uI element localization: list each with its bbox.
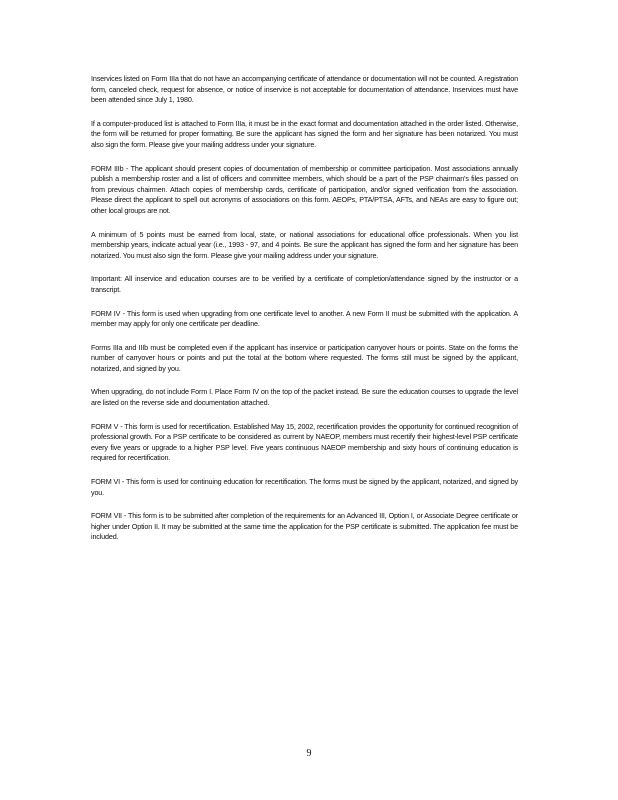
paragraph-form-vii: FORM VII - This form is to be submitted after completion of the requirements for an Advanced III, Option I, or Associate Degree certificate or higher under Option II. It may be submitted at the same time the application for the PSP certificate is submitted. The application fee must be included. <box>91 511 518 542</box>
paragraph-important: Important: All inservice and education courses are to be verified by a certificate of completion/attendance signed by the instructor or a transcript. <box>91 274 518 294</box>
paragraph-form-iv: FORM IV - This form is used when upgrading from one certificate level to another. A new Form II must be submitted with the application. A member may apply for only one certificate per deadline. <box>91 308 518 329</box>
paragraph-form-iiib: FORM IIIb - The applicant should present copies of documentation of membership or committee participation. Most associations annually publish a membership roster and a list of officers and committee members, which should be a part of the PSP chairman's files passed on from previous chairmen. Attach copies of membership cards, certificate of participation, and/or signed verification from the association. Please direct the applicant to spell out acronyms of associations on this form. AEOPs, PTA/PTSA, AFTs, and NEAs are easy to figure out; other local groups are not. <box>91 163 518 215</box>
paragraph-form-vi: FORM VI - This form is used for continuing education for recertification. The forms must be signed by the applicant, notarized, and signed by you. <box>91 477 518 497</box>
paragraph-form-v: FORM V - This form is used for recertification. Established May 15, 2002, recertification provides the opportunity for continued recognition of professional growth. For a PSP certificate to be considered as current by NAEOP, members must recertify their highest-level PSP certificate every five years or upgrade to a higher PSP level. Five years continuous NAEOP membership and sixty hours of continuing education is required for recertification. <box>91 421 518 463</box>
page-number: 9 <box>306 748 312 759</box>
paragraph-upgrading: When upgrading, do not include Form I. Place Form IV on the top of the packet instead. Be sure the education courses to upgrade the level are listed on the reverse side and documentation attached. <box>91 387 518 408</box>
paragraph-computer-list: If a computer-produced list is attached to Form IIIa, it must be in the exact format and documentation attached in the order listed. Otherwise, the form will be returned for proper formatting. Be sure the applicant has signed the form and her signature has been notarized. You must also sign the form. Please give your mailing address under your signature. <box>91 118 518 149</box>
paragraph-inservices: Inservices listed on Form IIIa that do not have an accompanying certificate of attendance or documentation will not be counted. A registration form, canceled check, request for absence, or notice of inservice is not acceptable for documentation of attendance. Inservices must have been attended since July 1, 1980. <box>91 74 518 105</box>
body-text <box>91 74 518 556</box>
paragraph-minimum-points: A minimum of 5 points must be earned from local, state, or national associations for educational office professionals. When you list membership years, indicate actual year (i.e., 1993 - 97, and 4 points. Be sure the applicant has signed the form and her signature has been notarized. You must also sign the form. Please give your mailing address under your signature. <box>91 229 518 260</box>
paragraph-forms-iiia-iiib: Forms IIIa and IIIb must be completed even if the applicant has inservice or participation carryover hours or points. State on the forms the number of carryover hours or points and put the total at the bottom where requested. The forms still must be signed by the applicant, notarized, and signed by you. <box>91 342 518 373</box>
